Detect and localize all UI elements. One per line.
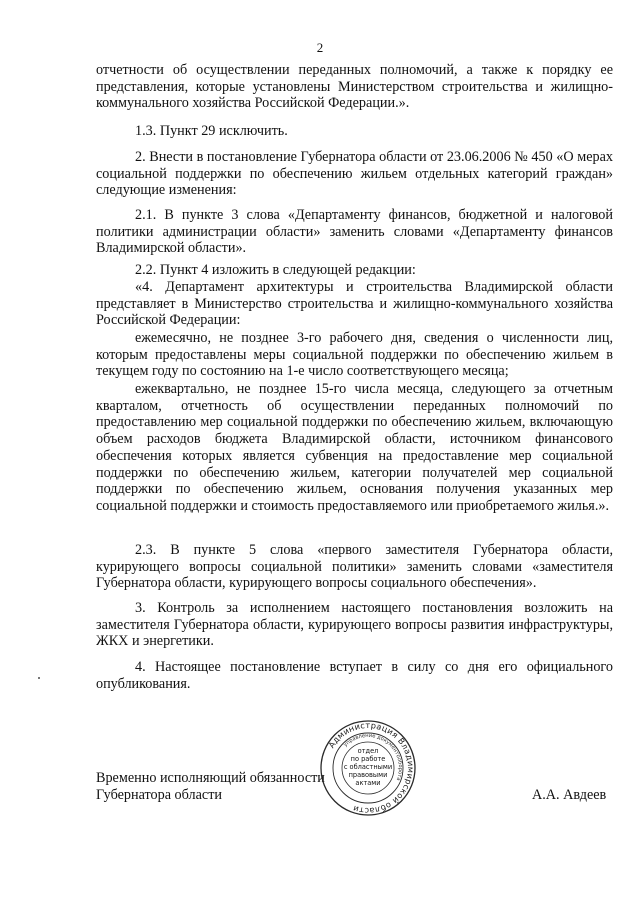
signature-position	[96, 770, 325, 804]
official-stamp	[318, 718, 418, 818]
paragraph-monthly: ежемесячно, не позднее 3-го рабочего дня, сведения о численности лиц, которым предоставлены меры социальной поддержки по обеспечению жильем в текущем году по состоянию на 1-е число соответствующего месяца;	[96, 330, 613, 380]
paragraph-2: 2. Внести в постановление Губернатора области от 23.06.2006 № 450 «О мерах социальной поддержки по обеспечению жильем отдельных категорий граждан» следующие изменения:	[96, 149, 613, 199]
signature-position-line-1: Временно исполняющий обязанности	[96, 770, 325, 786]
paragraph-3: 3. Контроль за исполнением настоящего постановления возложить на заместителя Губернатора области, курирующего вопросы развития инфраструктуры, ЖКХ и энергетики.	[96, 600, 613, 650]
signature-position-line-2: Губернатора области	[96, 787, 222, 803]
stamp-outer-text: Администрация Владимирской области	[326, 719, 417, 817]
stamp-center-line: актами	[355, 779, 381, 787]
paragraph-4-quote: «4. Департамент архитектуры и строительства Владимирской области представляет в Министерство строительства и жилищно-коммунального хозяйства Российской Федерации:	[96, 279, 613, 329]
paragraph-2-3: 2.3. В пункте 5 слова «первого заместителя Губернатора области, курирующего вопросы социальной политики» заменить словами «заместителя Губернатора области, курирующего вопросы социального обеспечения».	[96, 542, 613, 592]
signatory-name: А.А. Авдеев	[532, 787, 607, 803]
page-number: 2	[316, 40, 324, 55]
stamp-center-line: правовыми	[348, 771, 388, 779]
scan-speck	[38, 677, 40, 679]
paragraph-quarterly: ежеквартально, не позднее 15-го числа месяца, следующего за отчетным кварталом, отчетность об осуществлении переданных полномочий по предоставлению мер социальной поддержки по обеспечению жильем, включающую объем расходов бюджета Владимирской области, источником финансового обеспечения которых является субвенция на предоставление мер социальной поддержки по обеспечению жильем, категории получателей мер социальной поддержки по обеспечению жильем, основания получения указанных мер социальной поддержки и стоимость предоставляемого или приобретаемого жилья.».	[96, 381, 613, 514]
paragraph-2-2: 2.2. Пункт 4 изложить в следующей редакции:	[135, 262, 416, 278]
paragraph-2-1: 2.1. В пункте 3 слова «Департаменту финансов, бюджетной и налоговой политики администрации области» заменить словами «Департаменту финансов Владимирской области».	[96, 207, 613, 257]
paragraph-4: 4. Настоящее постановление вступает в силу со дня его официального опубликования.	[96, 659, 613, 692]
stamp-center-line: по работе	[350, 755, 386, 763]
stamp-inner-text: управление документооборота	[342, 732, 404, 782]
paragraph-1: отчетности об осуществлении переданных полномочий, а также к порядку ее представления, которые установлены Министерством строительства и жилищно-коммунального хозяйства Российской Федерации.».	[96, 62, 613, 112]
stamp-center-line: с областными	[343, 763, 393, 771]
paragraph-1-3: 1.3. Пункт 29 исключить.	[135, 123, 288, 139]
stamp-center-line: отдел	[357, 747, 379, 755]
